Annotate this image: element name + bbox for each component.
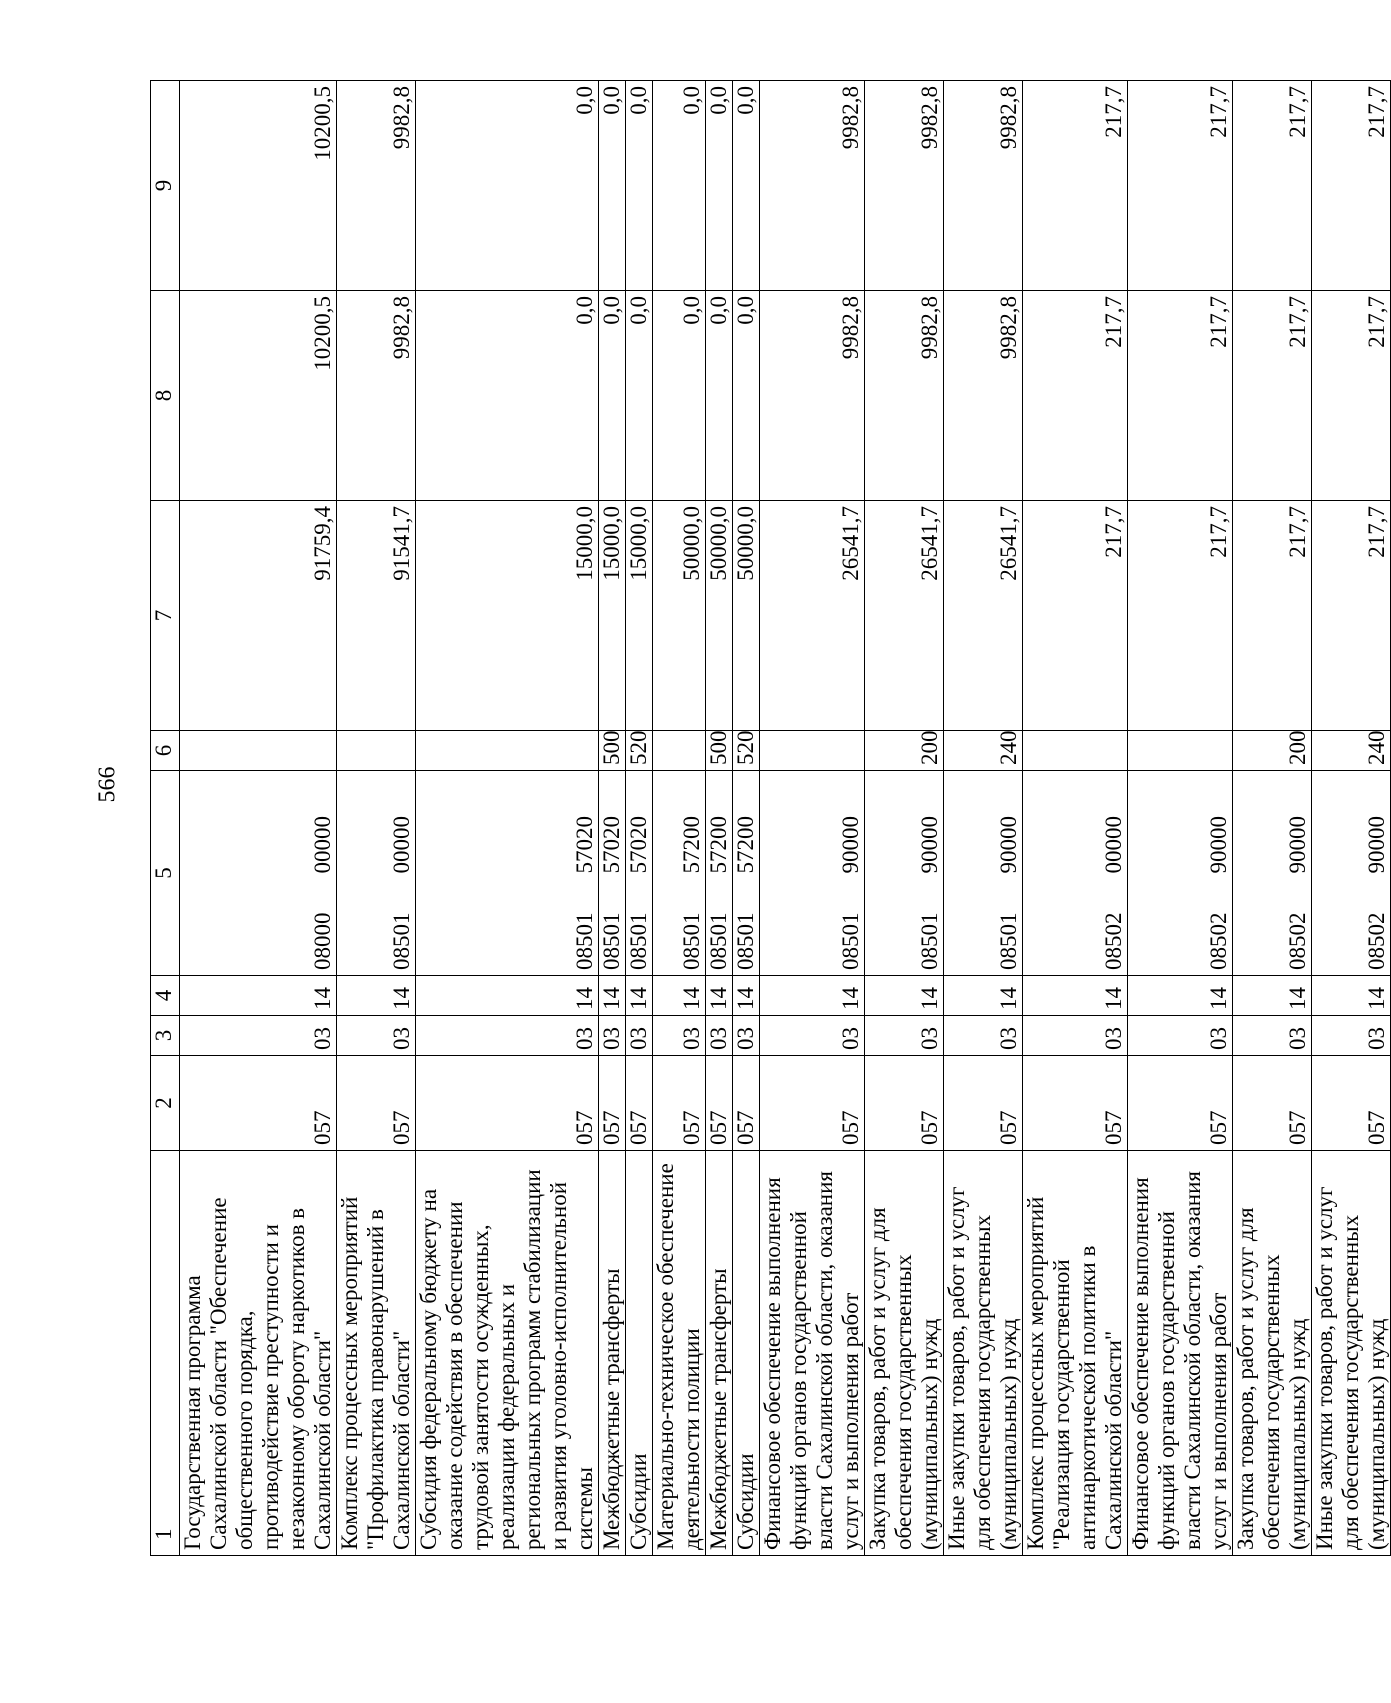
target-article-part-1: 08501: [599, 912, 624, 970]
col-header-9: 9: [151, 81, 180, 291]
amount-col-8-cell: 9982,8: [760, 291, 865, 501]
expense-type-cell: 520: [626, 731, 653, 771]
amount-col-9-cell: 0,0: [706, 81, 733, 291]
page-number: 566: [94, 766, 121, 803]
amount-col-8-cell: 9982,8: [944, 291, 1023, 501]
col-header-6: 6: [151, 731, 180, 771]
table-row: [653, 81, 706, 1556]
expense-type-cell: [416, 731, 599, 771]
section-cell: 03: [706, 1016, 733, 1056]
table-row: [944, 81, 1023, 1556]
target-article-part-1: 08000: [310, 912, 335, 970]
admin-code-cell: 057: [416, 1056, 599, 1151]
subsection-cell: 14: [706, 976, 733, 1016]
target-article-code: [733, 776, 759, 970]
subsection-cell: 14: [180, 976, 337, 1016]
target-article-code: [572, 776, 598, 970]
row-name-cell: Закупка товаров, работ и услуг для обеспечения государственных (муниципальных) нужд: [1233, 1151, 1312, 1556]
target-article-code: [838, 776, 864, 970]
col-header-5: 5: [151, 771, 180, 976]
target-article-cell: [653, 771, 706, 976]
target-article-code: [599, 776, 625, 970]
amount-col-8-cell: 217,7: [1233, 291, 1312, 501]
row-name-cell: Материально-техническое обеспечение деятельности полиции: [653, 1151, 706, 1556]
target-article-part-2: 57200: [733, 816, 758, 874]
row-name-cell: Межбюджетные трансферты: [706, 1151, 733, 1556]
amount-col-9-cell: 0,0: [416, 81, 599, 291]
expense-type-cell: 200: [1233, 731, 1312, 771]
admin-code-cell: 057: [760, 1056, 865, 1151]
amount-col-8-cell: 0,0: [653, 291, 706, 501]
table-row: [1128, 81, 1233, 1556]
target-article-part-1: 08501: [626, 912, 651, 970]
amount-col-9-cell: 217,7: [1128, 81, 1233, 291]
admin-code-cell: 057: [865, 1056, 944, 1151]
admin-code-cell: 057: [653, 1056, 706, 1151]
row-name-cell: Межбюджетные трансферты: [599, 1151, 626, 1556]
target-article-part-1: 08502: [1364, 912, 1389, 970]
amount-col-9-cell: 9982,8: [944, 81, 1023, 291]
expense-type-cell: [180, 731, 337, 771]
amount-col-9-cell: 217,7: [1233, 81, 1312, 291]
table-row: [760, 81, 865, 1556]
subsection-cell: 14: [944, 976, 1023, 1016]
target-article-part-1: 08501: [706, 912, 731, 970]
row-name-cell: Финансовое обеспечение выполнения функций органов государственной власти Сахалинской области, оказания услуг и выполнения работ: [760, 1151, 865, 1556]
admin-code-cell: 057: [706, 1056, 733, 1151]
subsection-cell: 14: [653, 976, 706, 1016]
expense-type-cell: [653, 731, 706, 771]
subsection-cell: 14: [1312, 976, 1391, 1016]
amount-col-7-cell: 26541,7: [865, 501, 944, 731]
target-article-part-1: 08502: [1285, 912, 1310, 970]
section-cell: 03: [180, 1016, 337, 1056]
admin-code-cell: 057: [944, 1056, 1023, 1151]
subsection-cell: 14: [626, 976, 653, 1016]
section-cell: 03: [416, 1016, 599, 1056]
section-cell: 03: [653, 1016, 706, 1056]
amount-col-9-cell: 0,0: [626, 81, 653, 291]
subsection-cell: 14: [865, 976, 944, 1016]
target-article-cell: [180, 771, 337, 976]
expense-type-cell: [760, 731, 865, 771]
target-article-part-2: 90000: [1285, 816, 1310, 874]
amount-col-9-cell: 217,7: [1023, 81, 1128, 291]
target-article-code: [1101, 776, 1127, 970]
row-name-cell: Закупка товаров, работ и услуг для обеспечения государственных (муниципальных) нужд: [865, 1151, 944, 1556]
admin-code-cell: 057: [337, 1056, 416, 1151]
amount-col-7-cell: 50000,0: [706, 501, 733, 731]
admin-code-cell: 057: [1128, 1056, 1233, 1151]
target-article-cell: [1023, 771, 1128, 976]
table-row: [733, 81, 760, 1556]
subsection-cell: 14: [416, 976, 599, 1016]
amount-col-8-cell: 217,7: [1128, 291, 1233, 501]
target-article-code: [917, 776, 943, 970]
section-cell: 03: [599, 1016, 626, 1056]
amount-col-8-cell: 0,0: [626, 291, 653, 501]
target-article-part-1: 08502: [1101, 912, 1126, 970]
col-header-8: 8: [151, 291, 180, 501]
target-article-part-2: 00000: [1101, 816, 1126, 874]
section-cell: 03: [1128, 1016, 1233, 1056]
amount-col-7-cell: 26541,7: [944, 501, 1023, 731]
admin-code-cell: 057: [733, 1056, 760, 1151]
row-name-cell: Комплекс процессных мероприятий "Реализация государственной антинаркотической политики в Сахалинской области": [1023, 1151, 1128, 1556]
target-article-part-1: 08501: [733, 912, 758, 970]
target-article-part-2: 90000: [1364, 816, 1389, 874]
amount-col-7-cell: 15000,0: [599, 501, 626, 731]
expense-type-cell: [1128, 731, 1233, 771]
subsection-cell: 14: [733, 976, 760, 1016]
table-row: [416, 81, 599, 1556]
target-article-code: [389, 776, 415, 970]
target-article-code: [1285, 776, 1311, 970]
target-article-part-1: 08501: [996, 912, 1021, 970]
amount-col-8-cell: 0,0: [733, 291, 760, 501]
row-name-cell: Иные закупки товаров, работ и услуг для обеспечения государственных (муниципальных) нужд: [944, 1151, 1023, 1556]
section-cell: 03: [1023, 1016, 1128, 1056]
amount-col-7-cell: 50000,0: [653, 501, 706, 731]
admin-code-cell: 057: [180, 1056, 337, 1151]
subsection-cell: 14: [337, 976, 416, 1016]
table-row: [1312, 81, 1391, 1556]
target-article-part-2: 57020: [626, 816, 651, 874]
target-article-cell: [760, 771, 865, 976]
expense-type-cell: 500: [706, 731, 733, 771]
subsection-cell: 14: [1023, 976, 1128, 1016]
target-article-code: [310, 776, 336, 970]
section-cell: 03: [1233, 1016, 1312, 1056]
target-article-part-2: 90000: [917, 816, 942, 874]
amount-col-7-cell: 26541,7: [760, 501, 865, 731]
table-row: [180, 81, 337, 1556]
row-name-cell: Иные закупки товаров, работ и услуг для обеспечения государственных (муниципальных) нужд: [1312, 1151, 1391, 1556]
amount-col-7-cell: 15000,0: [626, 501, 653, 731]
amount-col-7-cell: 217,7: [1233, 501, 1312, 731]
amount-col-7-cell: 50000,0: [733, 501, 760, 731]
target-article-part-2: 90000: [1206, 816, 1231, 874]
row-name-cell: Государственная программа Сахалинской области "Обеспечение общественного порядка, противодействие преступности и незаконному обороту наркотиков в Сахалинской области": [180, 1151, 337, 1556]
target-article-part-1: 08501: [838, 912, 863, 970]
col-header-7: 7: [151, 501, 180, 731]
target-article-part-2: 00000: [310, 816, 335, 874]
target-article-cell: [733, 771, 760, 976]
section-cell: 03: [865, 1016, 944, 1056]
row-name-cell: Финансовое обеспечение выполнения функций органов государственной власти Сахалинской области, оказания услуг и выполнения работ: [1128, 1151, 1233, 1556]
target-article-part-1: 08501: [389, 912, 414, 970]
amount-col-9-cell: 9982,8: [337, 81, 416, 291]
target-article-code: [626, 776, 652, 970]
target-article-cell: [944, 771, 1023, 976]
target-article-cell: [626, 771, 653, 976]
section-cell: 03: [944, 1016, 1023, 1056]
amount-col-8-cell: 0,0: [599, 291, 626, 501]
target-article-cell: [865, 771, 944, 976]
amount-col-9-cell: 10200,5: [180, 81, 337, 291]
amount-col-9-cell: 9982,8: [865, 81, 944, 291]
table-row: [1233, 81, 1312, 1556]
target-article-cell: [599, 771, 626, 976]
target-article-code: [1364, 776, 1390, 970]
table-row: [706, 81, 733, 1556]
amount-col-8-cell: 9982,8: [865, 291, 944, 501]
amount-col-8-cell: 0,0: [706, 291, 733, 501]
row-name-cell: Субсидии: [626, 1151, 653, 1556]
target-article-part-2: 90000: [838, 816, 863, 874]
expense-type-cell: 240: [944, 731, 1023, 771]
expense-type-cell: 500: [599, 731, 626, 771]
section-cell: 03: [1312, 1016, 1391, 1056]
amount-col-7-cell: 15000,0: [416, 501, 599, 731]
target-article-code: [996, 776, 1022, 970]
section-cell: 03: [733, 1016, 760, 1056]
admin-code-cell: 057: [599, 1056, 626, 1151]
target-article-code: [679, 776, 705, 970]
amount-col-9-cell: 0,0: [599, 81, 626, 291]
amount-col-7-cell: 217,7: [1128, 501, 1233, 731]
section-cell: 03: [337, 1016, 416, 1056]
target-article-part-1: 08501: [572, 912, 597, 970]
subsection-cell: 14: [599, 976, 626, 1016]
target-article-part-1: 08501: [917, 912, 942, 970]
amount-col-9-cell: 9982,8: [760, 81, 865, 291]
target-article-code: [1206, 776, 1232, 970]
col-header-1: 1: [151, 1151, 180, 1556]
target-article-part-1: 08502: [1206, 912, 1231, 970]
admin-code-cell: 057: [1233, 1056, 1312, 1151]
row-name-cell: Субсидии: [733, 1151, 760, 1556]
target-article-part-2: 57200: [706, 816, 731, 874]
table-row: [1023, 81, 1128, 1556]
table-row: [599, 81, 626, 1556]
amount-col-8-cell: 0,0: [416, 291, 599, 501]
table-row: [337, 81, 416, 1556]
col-header-2: 2: [151, 1056, 180, 1151]
admin-code-cell: 057: [1312, 1056, 1391, 1151]
admin-code-cell: 057: [626, 1056, 653, 1151]
expense-type-cell: [337, 731, 416, 771]
admin-code-cell: 057: [1023, 1056, 1128, 1151]
target-article-part-2: 57020: [599, 816, 624, 874]
subsection-cell: 14: [1128, 976, 1233, 1016]
target-article-part-2: 00000: [389, 816, 414, 874]
amount-col-7-cell: 217,7: [1312, 501, 1391, 731]
header-row: [151, 81, 180, 1556]
target-article-part-2: 90000: [996, 816, 1021, 874]
table-row: [626, 81, 653, 1556]
budget-table-container: [150, 81, 1389, 1556]
amount-col-9-cell: 0,0: [733, 81, 760, 291]
target-article-code: [706, 776, 732, 970]
amount-col-7-cell: 217,7: [1023, 501, 1128, 731]
expense-type-cell: [1023, 731, 1128, 771]
amount-col-9-cell: 0,0: [653, 81, 706, 291]
target-article-cell: [416, 771, 599, 976]
amount-col-7-cell: 91541,7: [337, 501, 416, 731]
expense-type-cell: 200: [865, 731, 944, 771]
target-article-cell: [706, 771, 733, 976]
table-row: [865, 81, 944, 1556]
subsection-cell: 14: [1233, 976, 1312, 1016]
col-header-3: 3: [151, 1016, 180, 1056]
table-body: [151, 81, 1391, 1556]
target-article-part-2: 57020: [572, 816, 597, 874]
target-article-cell: [1128, 771, 1233, 976]
target-article-cell: [1312, 771, 1391, 976]
col-header-4: 4: [151, 976, 180, 1016]
section-cell: 03: [760, 1016, 865, 1056]
target-article-cell: [337, 771, 416, 976]
expense-type-cell: 520: [733, 731, 760, 771]
subsection-cell: 14: [760, 976, 865, 1016]
row-name-cell: Комплекс процессных мероприятий "Профилактика правонарушений в Сахалинской области": [337, 1151, 416, 1556]
row-name-cell: Субсидия федеральному бюджету на оказание содействия в обеспечении трудовой занятости осужденных, реализации федеральных и региональных программ стабилизации и развития уголовно-исполнительной системы: [416, 1151, 599, 1556]
target-article-part-1: 08501: [679, 912, 704, 970]
target-article-part-2: 57200: [679, 816, 704, 874]
section-cell: 03: [626, 1016, 653, 1056]
amount-col-8-cell: 9982,8: [337, 291, 416, 501]
target-article-cell: [1233, 771, 1312, 976]
amount-col-9-cell: 217,7: [1312, 81, 1391, 291]
amount-col-8-cell: 217,7: [1023, 291, 1128, 501]
amount-col-8-cell: 10200,5: [180, 291, 337, 501]
budget-table: [150, 80, 1391, 1556]
amount-col-8-cell: 217,7: [1312, 291, 1391, 501]
amount-col-7-cell: 91759,4: [180, 501, 337, 731]
expense-type-cell: 240: [1312, 731, 1391, 771]
